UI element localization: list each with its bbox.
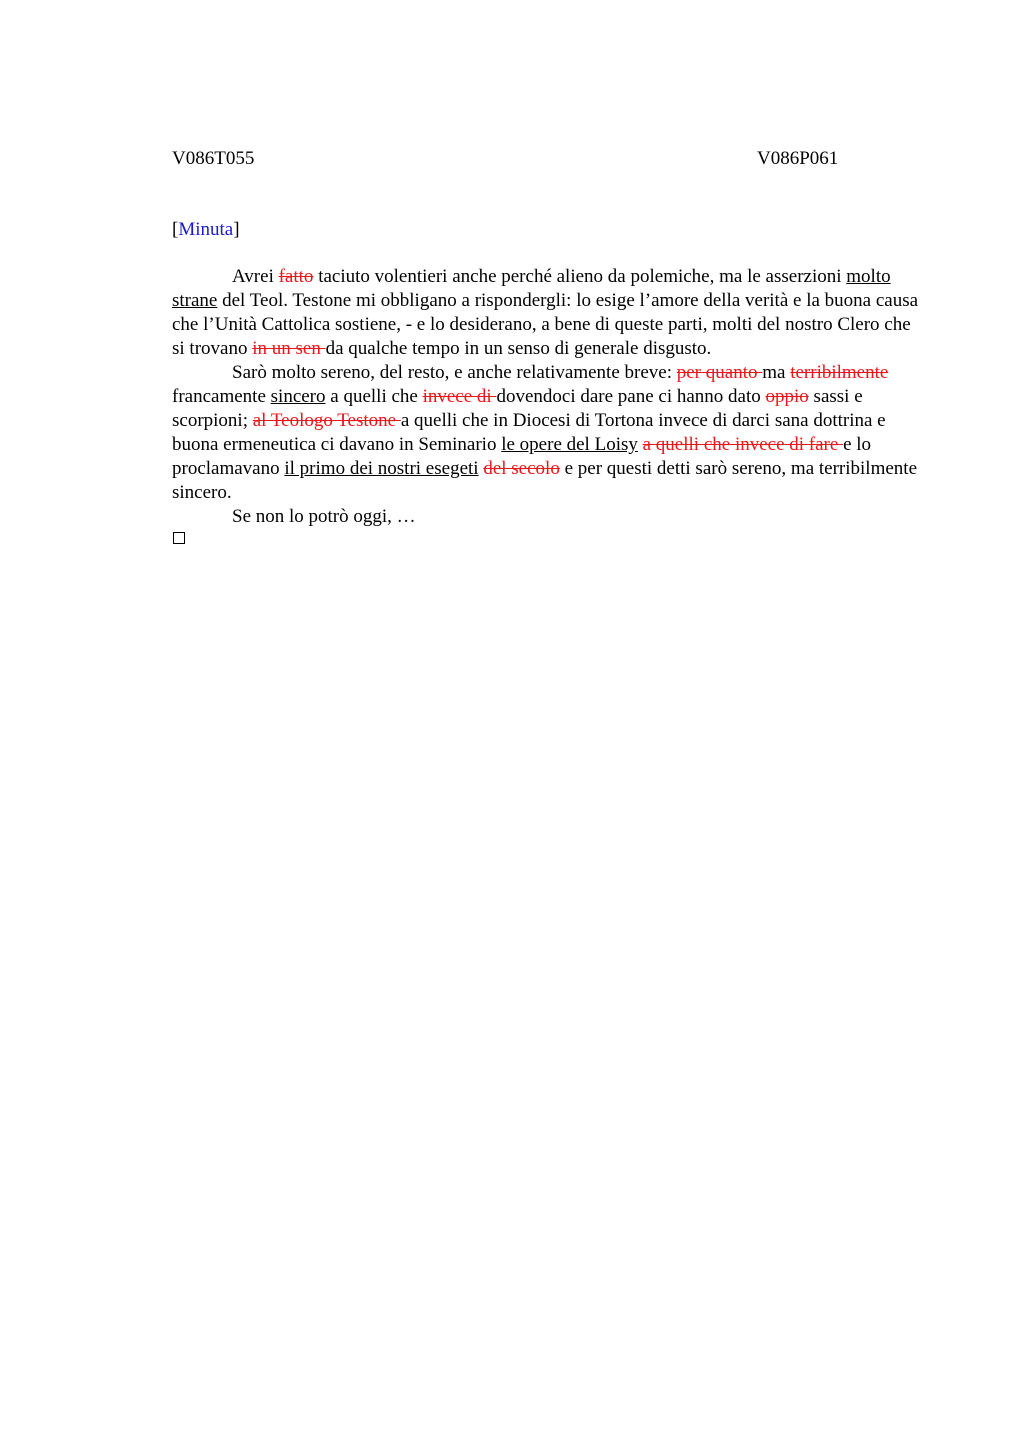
text-segment: dovendoci dare pane ci hanno dato bbox=[496, 386, 766, 407]
deleted-text: per quanto bbox=[676, 362, 763, 383]
square-outline-icon bbox=[173, 532, 185, 544]
text-segment: del Teol. Testone mi obbligano a rispondergli: lo esige l’amore della verità e la buona causa che l’Unità Cattolica sostiene, - e lo desiderano, a bene di queste parti, molti del nostro Clero che si trovano bbox=[172, 290, 919, 359]
label-bracket-open: [ bbox=[172, 219, 179, 240]
text-segment: taciuto volentieri anche perché alieno da polemiche, ma le asserzioni bbox=[313, 266, 847, 287]
text-segment: a quelli che in Diocesi di Tortona invece di darci sana dottrina e buona ermeneutica ci davano in Seminario bbox=[172, 410, 886, 455]
header-codes bbox=[172, 147, 924, 171]
paragraph bbox=[172, 505, 924, 529]
text-segment: a quelli che bbox=[325, 386, 423, 407]
document-code-right: V086P061 bbox=[757, 148, 839, 169]
deleted-text: in un sen bbox=[252, 338, 326, 359]
text-segment: sassi e scorpioni; bbox=[172, 386, 863, 431]
text-segment: da qualche tempo in un senso di generale disgusto. bbox=[325, 338, 712, 359]
document-body bbox=[172, 265, 924, 544]
deleted-text: fatto bbox=[278, 266, 314, 287]
text-segment: francamente bbox=[172, 386, 271, 407]
deleted-text: del secolo bbox=[483, 458, 560, 479]
document-code-left: V086T055 bbox=[172, 148, 255, 169]
label-minuta: Minuta bbox=[178, 219, 234, 240]
text-segment: ma bbox=[762, 362, 791, 383]
underlined-text: molto strane bbox=[172, 266, 891, 311]
deleted-text: al Teologo Testone bbox=[252, 410, 401, 431]
deleted-text: invece di bbox=[422, 386, 497, 407]
underlined-text: le opere del Loisy bbox=[501, 434, 638, 455]
underlined-text: sincero bbox=[270, 386, 326, 407]
deleted-text: a quelli che invece di fare bbox=[642, 434, 844, 455]
underlined-text: il primo dei nostri esegeti bbox=[284, 458, 479, 479]
text-segment: Sarò molto sereno, del resto, e anche relativamente breve: bbox=[232, 362, 677, 383]
text-segment: Avrei bbox=[232, 266, 279, 287]
paragraph bbox=[172, 361, 924, 505]
paragraph bbox=[172, 265, 924, 361]
text-segment: Se non lo potrò oggi, … bbox=[232, 506, 416, 527]
deleted-text: terribilmente bbox=[790, 362, 889, 383]
document-page bbox=[172, 0, 924, 1450]
label-bracket-close: ] bbox=[233, 219, 240, 240]
text-segment: e lo proclamavano bbox=[172, 434, 872, 479]
text-segment: e per questi detti sarò sereno, ma terribilmente sincero. bbox=[172, 458, 918, 503]
deleted-text: oppio bbox=[765, 386, 809, 407]
document-label bbox=[172, 218, 240, 242]
